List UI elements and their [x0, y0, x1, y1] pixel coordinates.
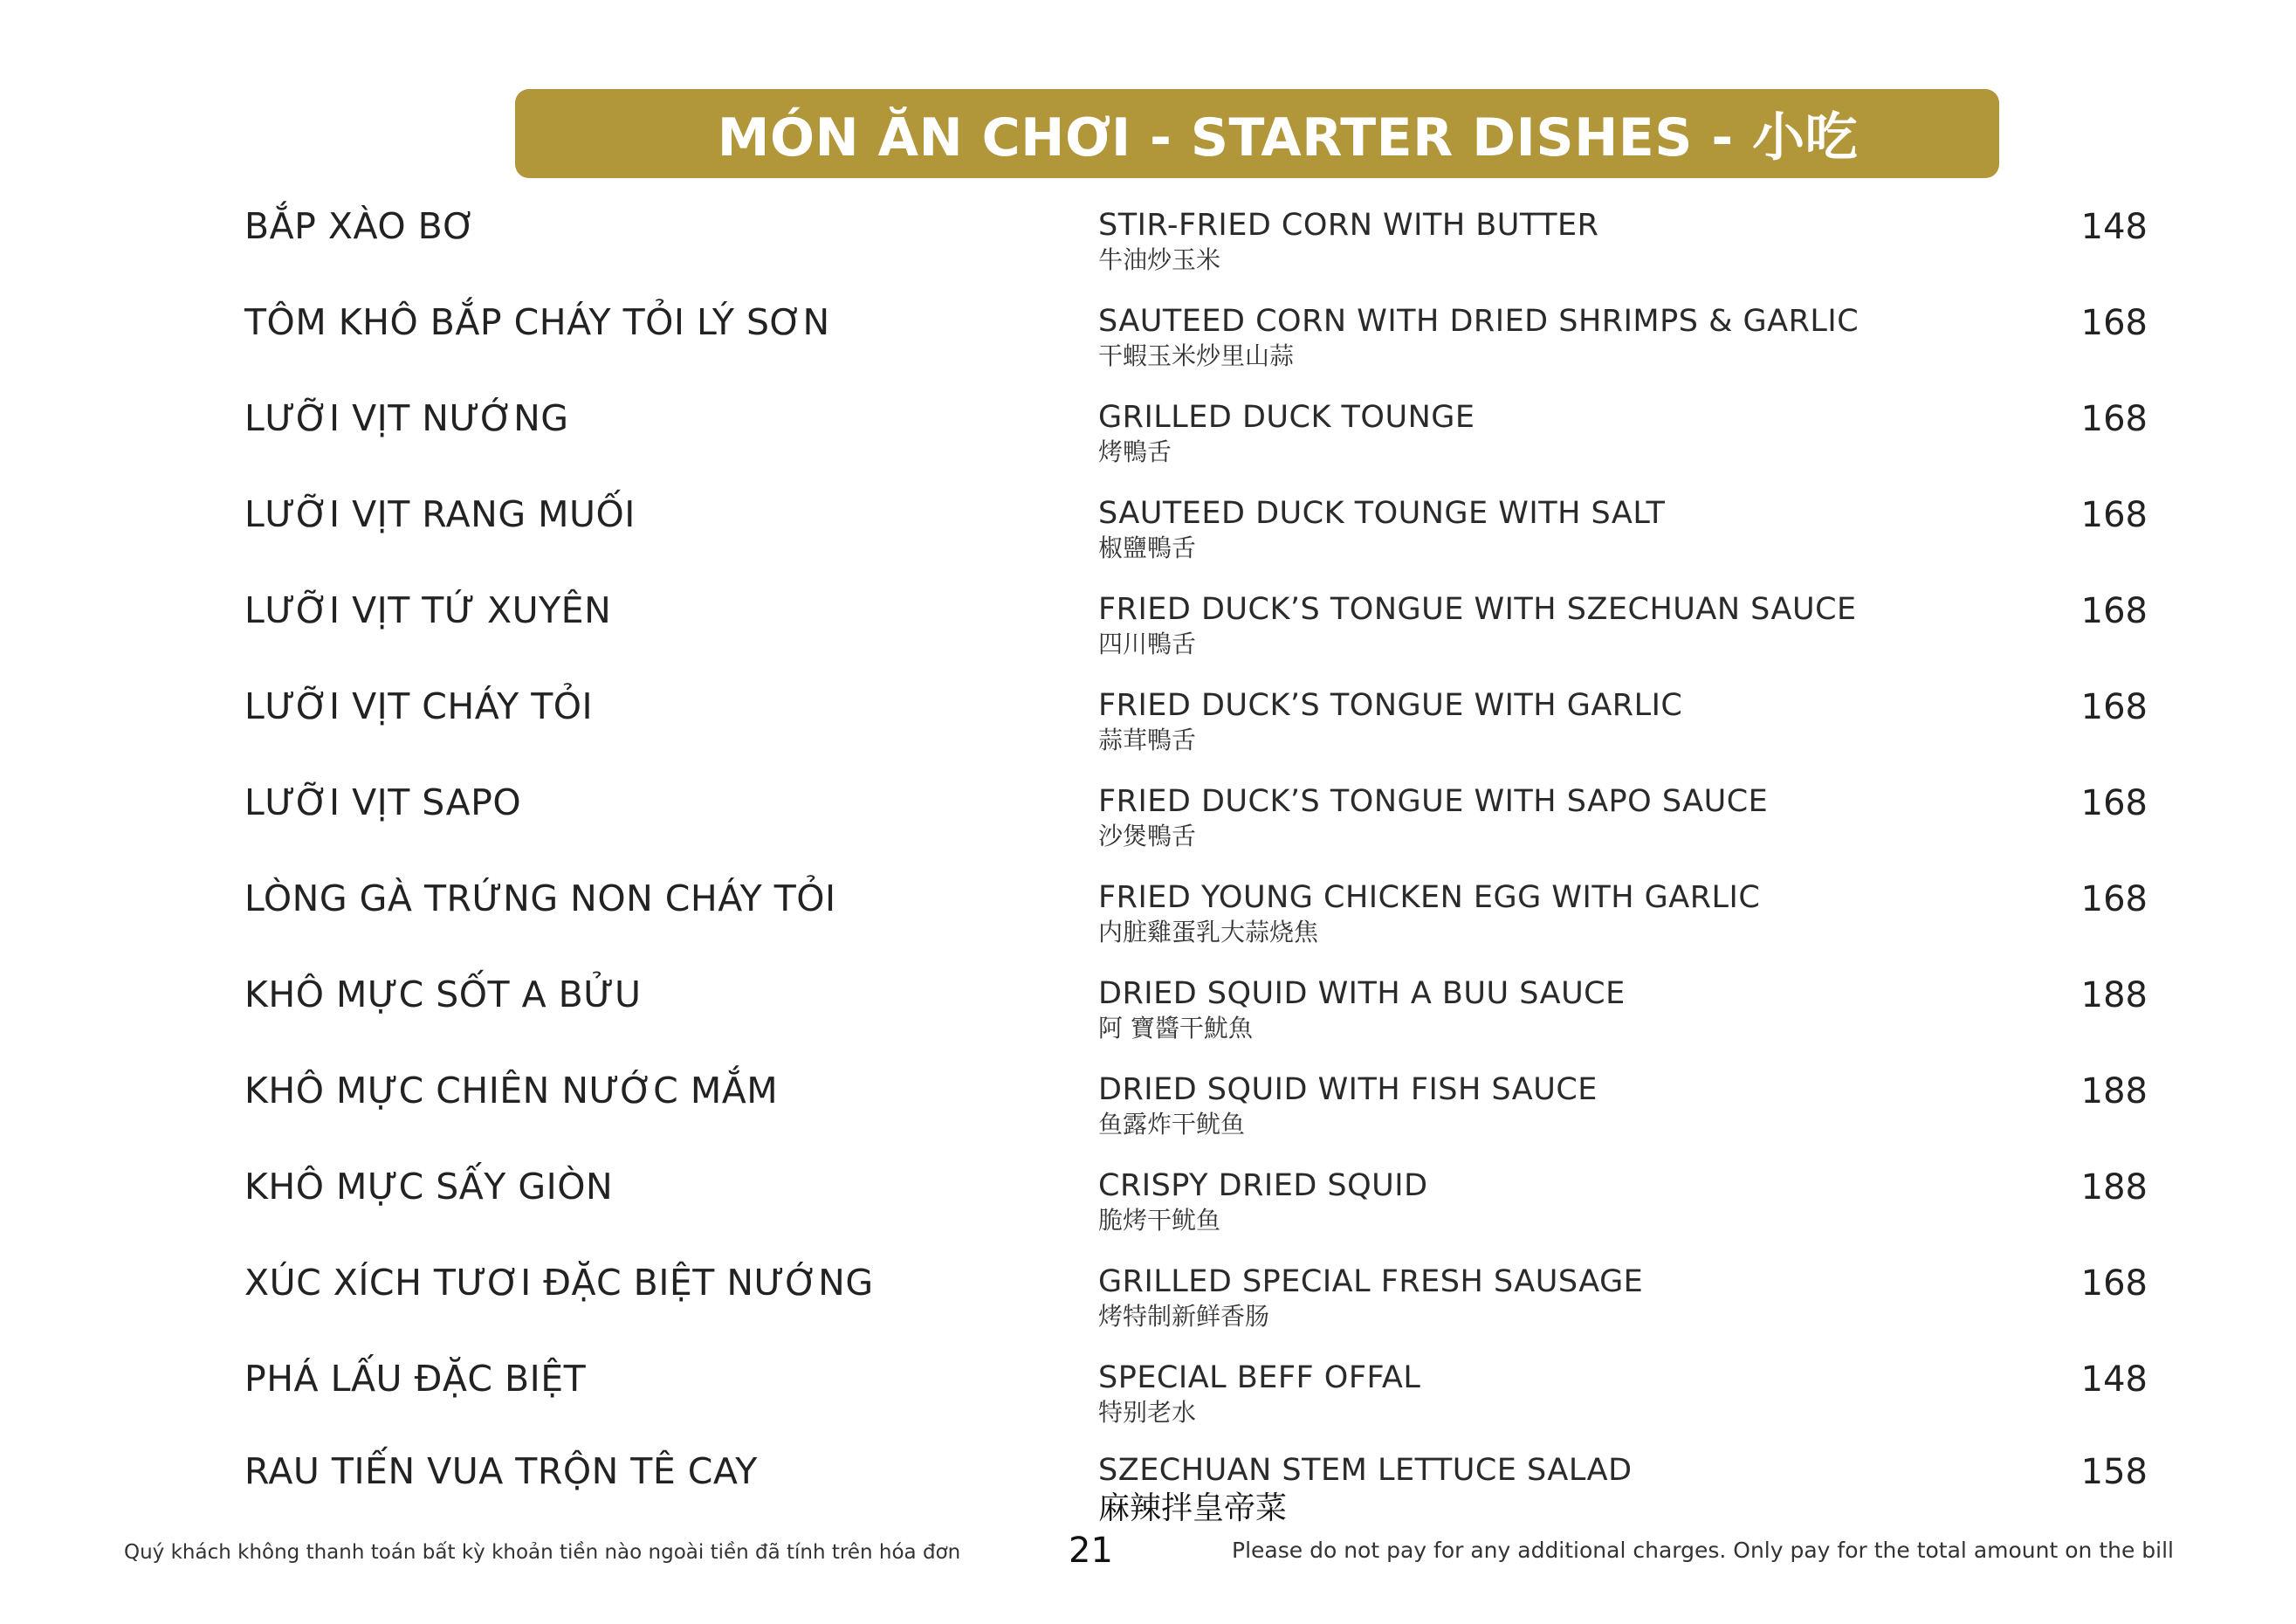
dish-price: 168	[2080, 591, 2148, 631]
dish-name-chinese: 内脏雞蛋乳大蒜烧焦	[1098, 918, 1319, 946]
dish-name-english: SZECHUAN STEM LETTUCE SALAD	[1098, 1453, 1633, 1488]
dish-name-english: STIR-FRIED CORN WITH BUTTER	[1098, 208, 1599, 243]
dish-name-vietnamese: RAU TIẾN VUA TRỘN TÊ CAY	[244, 1450, 758, 1492]
dish-name-vietnamese: LƯỠI VỊT TỨ XUYÊN	[244, 589, 612, 631]
dish-name-english: GRILLED SPECIAL FRESH SAUSAGE	[1098, 1264, 1644, 1299]
dish-name-english: FRIED DUCK’S TONGUE WITH SZECHUAN SAUCE	[1098, 592, 1857, 627]
dish-name-english: SAUTEED CORN WITH DRIED SHRIMPS & GARLIC	[1098, 304, 1859, 339]
dish-price: 188	[2080, 1167, 2148, 1208]
dish-price: 188	[2080, 1071, 2148, 1111]
dish-price: 188	[2080, 975, 2148, 1015]
dish-name-vietnamese: LƯỠI VỊT CHÁY TỎI	[244, 685, 594, 727]
dish-name-chinese: 干蝦玉米炒里山蒜	[1098, 341, 1295, 370]
dish-name-vietnamese: TÔM KHÔ BẮP CHÁY TỎI LÝ SƠN	[244, 301, 830, 343]
dish-name-vietnamese: LƯỠI VỊT RANG MUỐI	[244, 493, 636, 535]
menu-item	[0, 396, 2296, 492]
dish-price: 168	[2080, 399, 2148, 439]
menu-item	[0, 1069, 2296, 1165]
menu-item	[0, 1449, 2296, 1545]
dish-name-chinese: 特别老水	[1098, 1398, 1197, 1427]
dish-name-chinese: 麻辣拌皇帝菜	[1098, 1490, 1288, 1526]
menu-item	[0, 300, 2296, 396]
menu-item	[0, 1261, 2296, 1357]
dish-name-english: FRIED DUCK’S TONGUE WITH GARLIC	[1098, 688, 1683, 723]
menu-item	[0, 973, 2296, 1069]
dish-name-chinese: 沙煲鴨舌	[1098, 822, 1197, 850]
dish-price: 168	[2080, 879, 2148, 919]
menu-item	[0, 685, 2296, 781]
dish-name-vietnamese: KHÔ MỰC SẤY GIÒN	[244, 1166, 614, 1208]
footer-note-vietnamese: Quý khách không thanh toán bất kỳ khoản tiền nào ngoài tiền đã tính trên hóa đơn	[124, 1541, 961, 1564]
dish-name-vietnamese: LƯỠI VỊT SAPO	[244, 781, 522, 823]
section-title: MÓN ĂN CHƠI - STARTER DISHES - 小吃	[717, 107, 1859, 169]
dish-name-english: FRIED DUCK’S TONGUE WITH SAPO SAUCE	[1098, 784, 1769, 819]
menu-item	[0, 1165, 2296, 1261]
dish-name-english: CRISPY DRIED SQUID	[1098, 1168, 1428, 1203]
dish-name-vietnamese: LƯỠI VỊT NƯỚNG	[244, 397, 569, 439]
dish-price: 168	[2080, 495, 2148, 535]
dish-name-vietnamese: PHÁ LẤU ĐẶC BIỆT	[244, 1358, 587, 1400]
dish-name-english: GRILLED DUCK TOUNGE	[1098, 400, 1475, 435]
menu-item	[0, 204, 2296, 300]
dish-name-english: DRIED SQUID WITH FISH SAUCE	[1098, 1072, 1598, 1107]
dish-name-english: SPECIAL BEFF OFFAL	[1098, 1360, 1421, 1395]
dish-price: 158	[2080, 1452, 2148, 1492]
dish-price: 168	[2080, 303, 2148, 343]
dish-name-vietnamese: LÒNG GÀ TRỨNG NON CHÁY TỎI	[244, 877, 836, 919]
dish-name-vietnamese: XÚC XÍCH TƯƠI ĐẶC BIỆT NƯỚNG	[244, 1262, 874, 1304]
dish-name-english: DRIED SQUID WITH A BUU SAUCE	[1098, 976, 1626, 1011]
dish-name-vietnamese: KHÔ MỰC CHIÊN NƯỚC MẮM	[244, 1070, 779, 1111]
dish-price: 168	[2080, 1263, 2148, 1304]
dish-name-vietnamese: KHÔ MỰC SỐT A BỬU	[244, 974, 642, 1015]
dish-name-chinese: 蒜茸鴨舌	[1098, 726, 1197, 754]
menu-item	[0, 492, 2296, 588]
dish-name-chinese: 四川鴨舌	[1098, 630, 1197, 658]
dish-price: 148	[2080, 207, 2148, 247]
dish-price: 168	[2080, 783, 2148, 823]
dish-price: 148	[2080, 1359, 2148, 1400]
menu-item	[0, 588, 2296, 685]
footer-note-english: Please do not pay for any additional charges. Only pay for the total amount on the bill	[1232, 1538, 2174, 1563]
dish-name-chinese: 脆烤干鱿鱼	[1098, 1206, 1221, 1235]
menu-item	[0, 877, 2296, 973]
dish-name-chinese: 烤特制新鲜香肠	[1098, 1302, 1270, 1331]
menu-item	[0, 781, 2296, 877]
dish-name-chinese: 烤鴨舌	[1098, 437, 1172, 466]
dish-name-english: SAUTEED DUCK TOUNGE WITH SALT	[1098, 496, 1666, 531]
dish-price: 168	[2080, 687, 2148, 727]
dish-name-chinese: 阿 寶醬干魷魚	[1098, 1014, 1253, 1043]
page-number: 21	[1069, 1531, 1113, 1571]
dish-name-english: FRIED YOUNG CHICKEN EGG WITH GARLIC	[1098, 880, 1761, 915]
dish-name-chinese: 鱼露炸干鱿鱼	[1098, 1110, 1246, 1139]
menu-item	[0, 1357, 2296, 1453]
dish-name-vietnamese: BẮP XÀO BƠ	[244, 205, 477, 247]
dish-name-chinese: 椒鹽鴨舌	[1098, 533, 1197, 562]
dish-name-chinese: 牛油炒玉米	[1098, 245, 1221, 274]
